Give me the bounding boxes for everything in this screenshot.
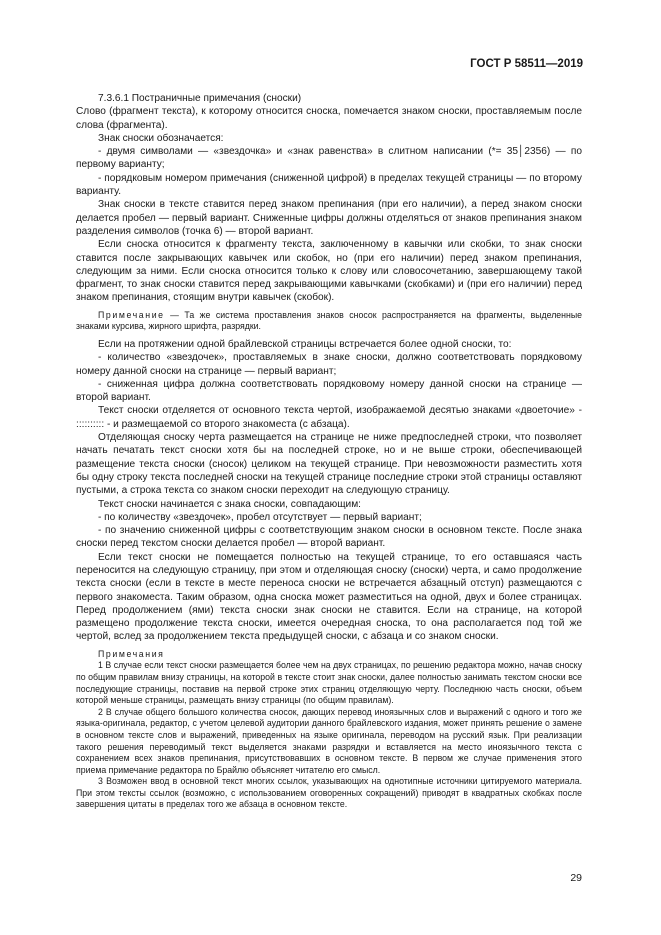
section-heading: 7.3.6.1 Постраничные примечания (сноски) (98, 93, 302, 104)
note (76, 310, 582, 333)
note-item: 2 В случае общего большого количества сносок, дающих перевод иноязычных слов и выражений с одного и того же языка-оригинала, редактор, с учетом целевой аудитории данного брайлевского издания, может принять решение о замене в основном тексте слов и выражений, приведенных на языке оригинала, переводом на русский язык. При реализации такого решения переводимый текст выделяется знаками разрядки и вставляется на место иноязычного текста с сохранением всех знаков препинания, присутствовавших в основном тексте. В первом же случае применения этого приема примечание редактора по Брайлю объясняет читателю его смысл. (76, 706, 582, 775)
paragraph: Текст сноски отделяется от основного текста чертой, изображаемой десятью знаками «двоеточие» - :::::::::: - и размещаемой со второго знакоместа (с абзаца). (76, 405, 582, 430)
paragraph: Знак сноски в тексте ставится перед знаком препинания (при его наличии), а перед знаком сноски делается пробел — первый вариант. Сниженные цифры должны отделяться от знаков препинания знаком разделения символов (точка 6) — второй вариант. (76, 199, 582, 237)
paragraph: Знак сноски обозначается: (98, 132, 224, 144)
document-header: ГОСТ Р 58511—2019 (470, 58, 583, 70)
paragraph: Если на протяжении одной брайлевской страницы встречается более одной сноски, то: (98, 338, 512, 350)
paragraph: Если текст сноски не помещается полностью на текущей странице, то его оставшаяся часть переносится на следующую страницу, при этом и отделяющая сноску (сноски) черта, и само продолжение текста сноски (если в тексте в месте переноса сноски не встречается абзацный отступ) размещаются с первого знакоместа. Таким образом, одна сноска может разместиться на одной, двух и более страницах. Перед продолжением (ями) текста сноски знак сноски не ставится. Если на странице, на которой размещено продолжение текста сноски, имеется очередная сноска, то она располагается под той же чертой, вслед за продолжением текста предыдущей сноски, с абзаца и со знаком сноски. (76, 551, 582, 643)
list-item: - по количеству «звездочек», пробел отсутствует — первый вариант; (98, 511, 422, 523)
paragraph: Текст сноски начинается с знака сноски, совпадающим: (98, 498, 361, 510)
paragraph: Слово (фрагмент текста), к которому относится сноска, помечается знаком сноски, проставляемым после слова (фрагмента). (76, 106, 582, 131)
list-item: - по значению сниженной цифры с соответствующим знаком сноски в основном тексте. После знака сноски перед текстом сноски делается пробел — второй вариант. (76, 525, 582, 550)
document-body (76, 92, 582, 811)
notes-heading: Примечания (98, 648, 165, 659)
note-item: 3 Возможен ввод в основной текст многих ссылок, указывающих на однотипные источники цитируемого материала. При этом тексты ссылок (возможно, с использованием оговоренных сокращений) приводят в квадратных скобках после завершения цитаты в пределах того же абзаца в основном тексте. (76, 776, 582, 810)
list-item: - порядковым номером примечания (сниженной цифрой) в пределах текущей страницы — по второму варианту. (76, 172, 582, 198)
list-item: - сниженная цифра должна соответствовать порядковому номеру данной сноски на странице — второй вариант. (76, 378, 582, 404)
note-item: 1 В случае если текст сноски размещается более чем на двух страницах, по решению редактора можно, начав сноску по общим правилам внизу страницы, на которой в тексте стоит знак сноски, далее полностью занимать текстом сноски все последующие страницы, поставив на первой строке этих страниц отделяющую черту. Последнюю часть сноски, объем которой меньше страницы, размещать внизу страницы (по общим правилам). (76, 660, 582, 706)
page-number: 29 (570, 872, 582, 884)
list-item: - двумя символами — «звездочка» и «знак равенства» в слитном написании (*= 35│2356) — по первому варианту; (76, 146, 582, 171)
list-item: - количество «звездочек», проставляемых в знаке сноски, должно соответствовать порядковому номеру данной сноски на странице — первый вариант; (76, 352, 582, 377)
paragraph: Отделяющая сноску черта размещается на странице не ниже предпоследней строки, что позволяет начать печатать текст сноски хотя бы на последней строке, но и не выше строки, обеспечивающей размещение текста сноски (сносок) целиком на текущей странице. При невозможности разместить хотя бы одну строку текста последней сноски на текущей странице последние строки этой страницы оставляют пустыми, а строка текста со знаком сноски переходит на следующую страницу. (76, 432, 582, 497)
paragraph: Если сноска относится к фрагменту текста, заключенному в кавычки или скобки, то знак сноски ставится после закрывающих кавычек или скобок, но (при его наличии) перед знаком препинания, следующим за ними. Если сноска относится только к слову или словосочетанию, завершающему такой фрагмент, то знак сноски ставится перед закрывающими кавычками (скобками) и (при его наличии) перед знаком препинания, стоящим внутри кавычек (скобок). (76, 239, 582, 304)
note-text: — Та же система проставления знаков сносок распространяется на фрагменты, выделенные знаками курсива, жирного шрифта, разрядки. (76, 309, 582, 332)
note-label: Примечание (98, 309, 165, 320)
